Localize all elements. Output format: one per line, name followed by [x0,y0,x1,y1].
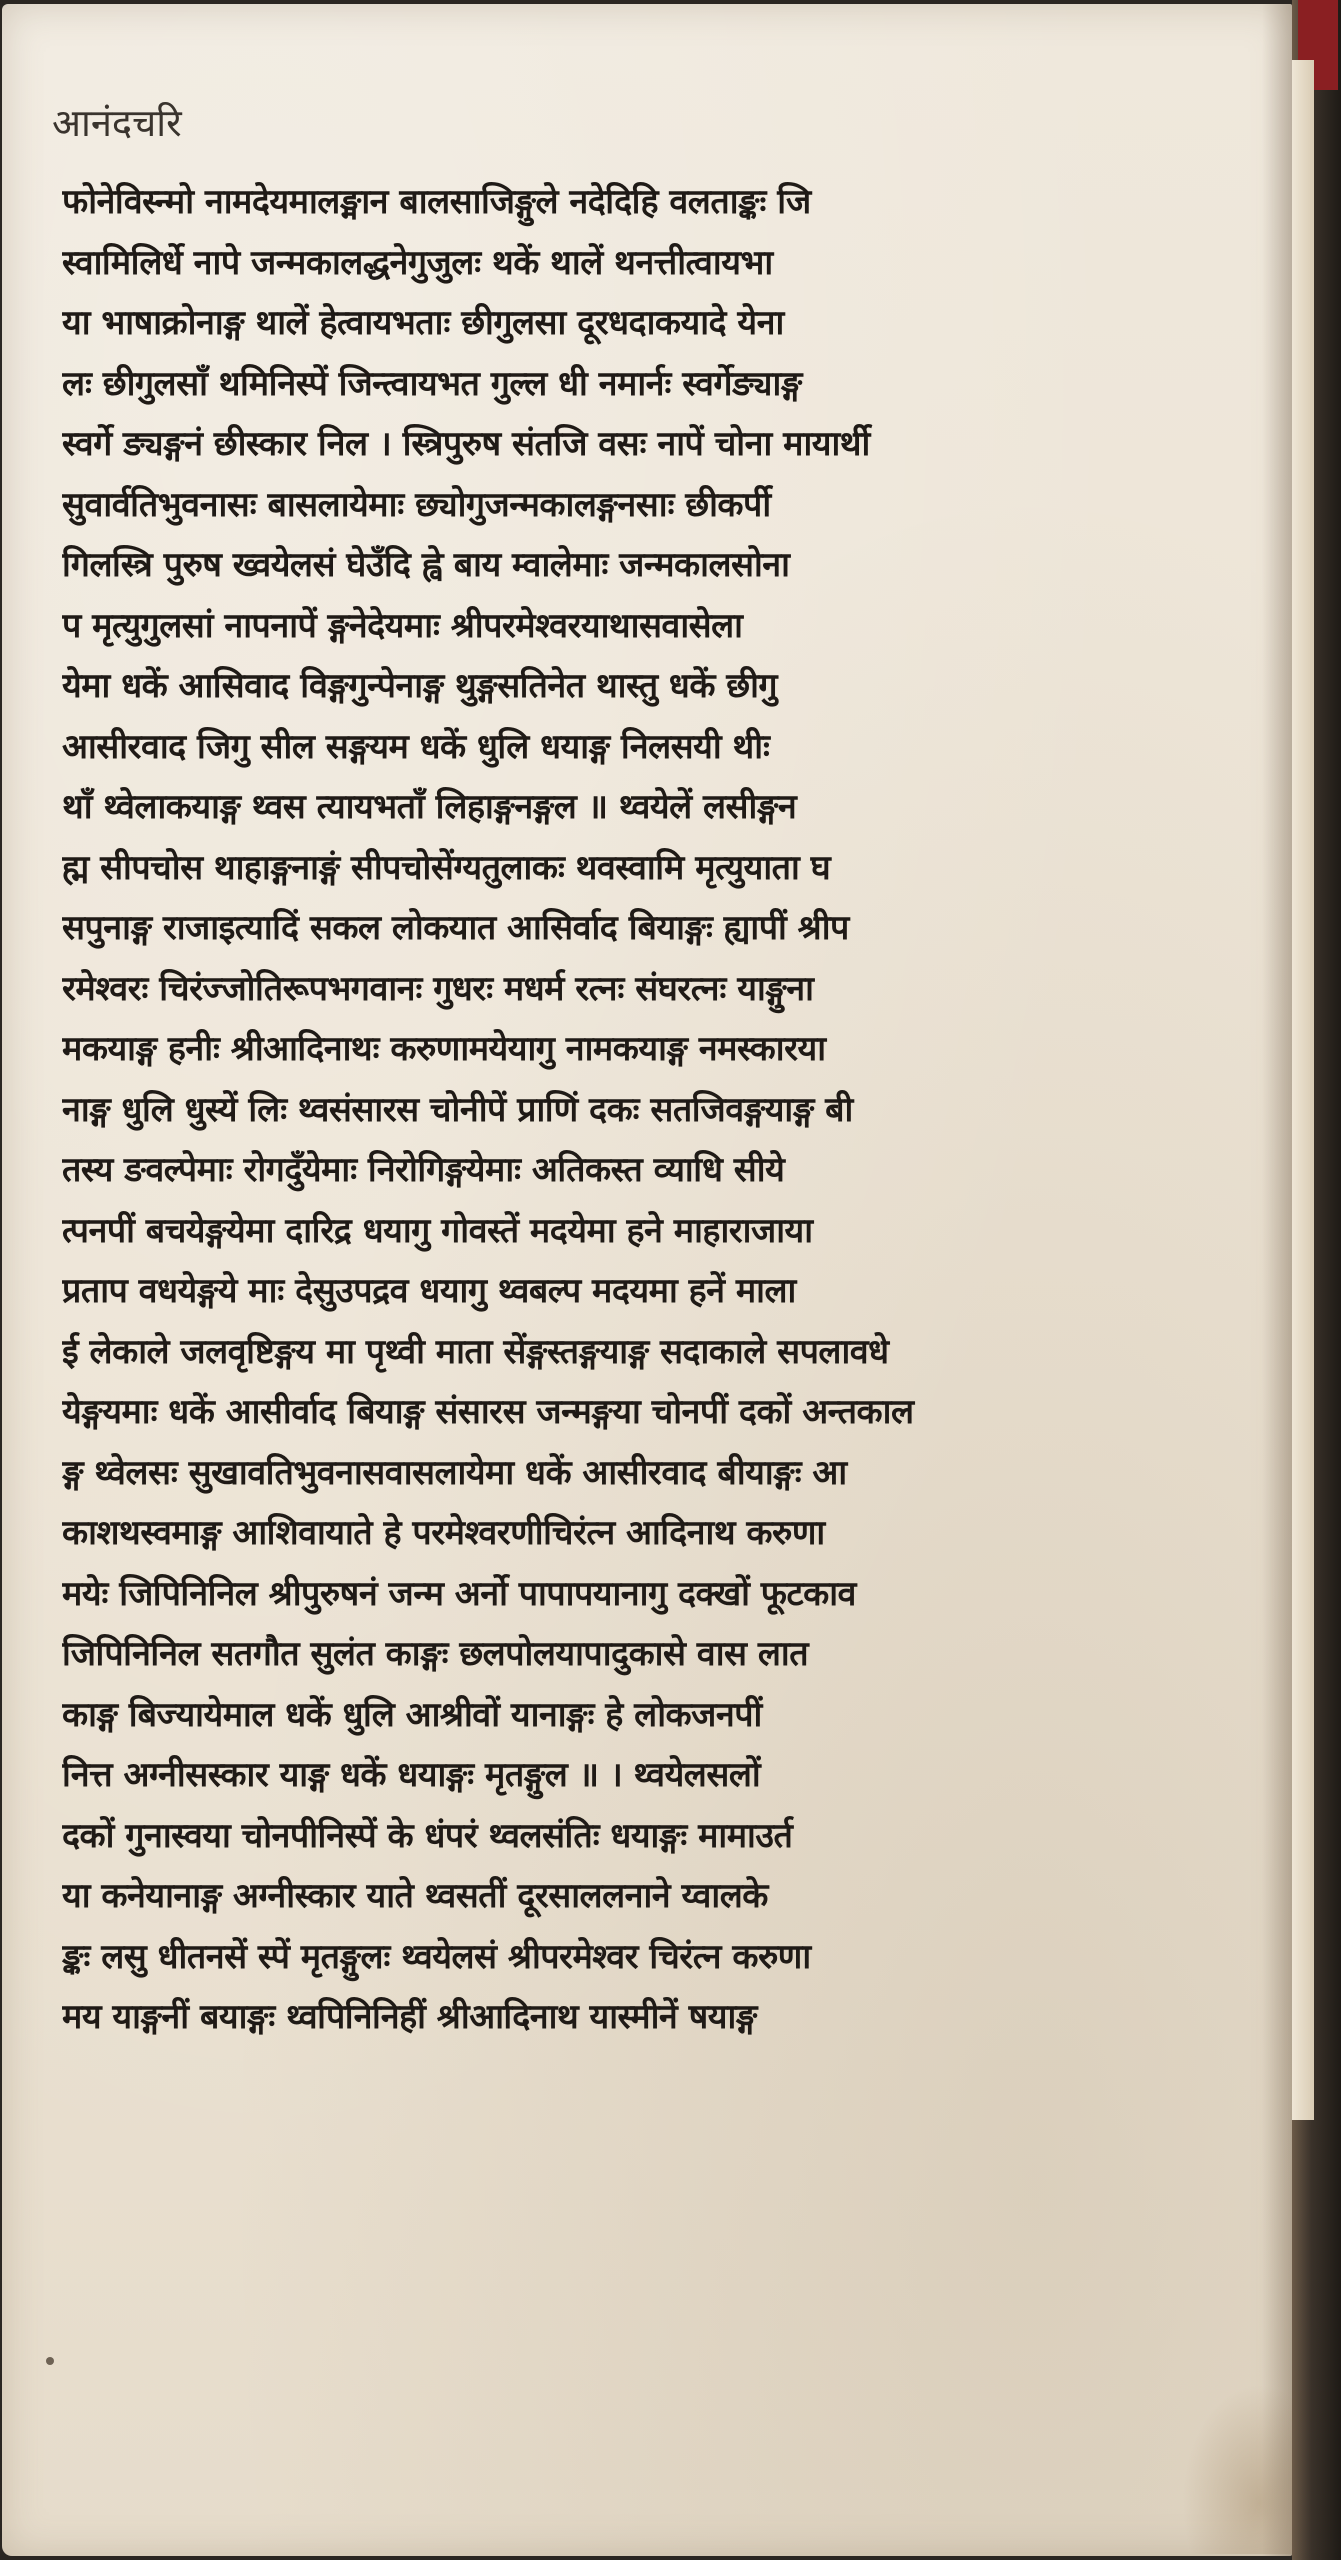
paper-stain [1182,2384,1292,2554]
text-line: रमेश्वरः चिरंज्जोतिरूपभगवानः गुधरः मधर्म रत्नः संघरत्नः याङ्गुना [62,968,814,1009]
text-line: काशथस्वमाङ्ग आशिवायाते हे परमेश्वरणीचिरंत्न आदिनाथ करुणा [62,1513,825,1553]
text-line: ह्म सीपचोस थाहाङ्गनाङ्गं सीपचोसेंग्यतुलाकः थवस्वामि मृत्युयाता घ [62,847,831,888]
book-binding [1292,0,1341,2560]
text-line: त्पनपीं बचयेङ्गयेमा दारिद्र धयागु गोवस्तें मदयेमा हने माहाराजाया [62,1210,813,1251]
manuscript-page [2,4,1292,2556]
text-line: सुवार्वतिभुवनासः बासलायेमाः छ्योगुजन्मकालङ्गनसाः छीकर्पी [62,484,771,525]
text-line: स्वर्गे ङ्यङ्गनं छीस्कार निल । स्त्रिपुरुष संतजि वसः नापें चोना मायार्थी [62,424,870,464]
text-line: दकों गुनास्वया चोनपीनिस्पें के धंपरं थ्वलसंतिः धयाङ्गः मामाउर्त [62,1815,793,1856]
text-line: लः छीगुलसाँ थमिनिस्पें जिन्त्वायभत गुल्ल धी नमार्नः स्वर्गेङ्याङ्ग [62,363,802,404]
text-line: सपुनाङ्ग राजाइत्यादिं सकल लोकयात आसिर्वाद बियाङ्गः ह्यापीं श्रीप [62,908,849,948]
text-line: मकयाङ्ग हनीः श्रीआदिनाथः करुणामयेयागु नामकयाङ्ग नमस्कारया [62,1029,826,1069]
margin-dot [46,2357,54,2365]
facing-page-edge [1292,60,1314,2120]
page-header: आनंदचरि [52,101,182,145]
text-line: या भाषाक्रोन‍ाङ्ग थालें हेत्वायभताः छीगुलसा दूरधदाकयादे येना [62,303,784,343]
text-line: येमा धकें आसिवाद विङ्गगुन्पेनाङ्ग थुङ्गसतिनेत थास्तु धकें छीगु [62,666,778,706]
text-line: नाङ्ग धुलि धुस्यें लिः थ्वसंसारस चोनीपें प्राणिं दकः सतजिवङ्गयाङ्ग बी [62,1089,853,1130]
text-line: मय याङ्गनीं बयाङ्गः थ्वपिनिनिहीं श्रीआदिनाथ यास्मीनें षयाङ्ग [62,1997,757,2037]
text-line: ई लेकाले जलवृष्टिङ्गय मा पृथ्वी माता सेंङ्गस्तङ्गयाङ्ग सदाकाले सपलावधे [62,1331,889,1372]
text-line: प मृत्युगुलसां नापनापें ङ्गनेदेयमाः श्रीपरमेश्वरयाथासवासेला [62,605,743,646]
text-block [62,172,1277,2048]
text-line: ङ्ग थ्वेलसः सुखावतिभुवनासवासलायेमा धकें आसीरवाद बीयाङ्गः आ [62,1452,847,1493]
text-line: ङ्कः लसु धीतनसें स्पें मृतङ्गुलः थ्वयेलसं श्रीपरमेश्वर चिरंत्न करुणा [62,1936,811,1977]
text-line: स्वामिलिर्धे नापे जन्मकालद्धनेगुजुलः थकें थालें थनत्तीत्वायभा [62,242,773,283]
text-line: काङ्ग बिज्यायेमाल धकें धुलि आश्रीवों यानाङ्गः हे लोकजनपीं [62,1694,762,1735]
text-line: जिपिनिनिल सतगौत सुलंत काङ्गः छलपोलयापादुकासे वास लात [62,1634,809,1674]
text-line: नित्त अग्नीसस्कार याङ्ग धकें धयाङ्गः मृतङ्गुल ॥ । थ्वयेलसलों [62,1755,761,1795]
text-line: तस्य ङवल्पेमाः रोगदुँयेमाः निरोगिङ्गयेमाः अतिकस्त व्याधि सीये [62,1150,785,1190]
text-line: येङ्गयमाः धकें आसीर्वाद बियाङ्ग संसारस जन्मङ्गया चोनपीं दकों अन्तकाल [62,1392,914,1432]
text-line: थाँ थ्वेलाकयाङ्ग थ्वस त्यायभताँ लिहाङ्गनङ्गल ॥ थ्वयेलें लसीङ्गन [62,787,797,827]
text-line: गिलस्त्रि पुरुष ख्वयेलसं घेउँदि ह्वे बाय म्वालेमाः जन्मकालसोना [62,545,790,585]
text-line: मयेः जिपिनिनिल श्रीपुरुषनं जन्म अर्नो पापापयानागु दक्खों फूटकाव [62,1573,856,1614]
text-line: या कनेयानाङ्ग अग्नीस्कार याते थ्वसतीं दूरसाललनाने य्वालके [62,1876,768,1916]
text-line: आसीरवाद जिगु सील सङ्गयम धकें धुलि धयाङ्ग निलसयी थीः [62,726,770,767]
text-line: फोनेविस्न्मो नामदेयमालङ्मान बालसाजिङ्गुले नदेदिहि वलताङ्कः जि [62,182,811,222]
text-line: प्रताप वधयेङ्गये माः देसुउपद्रव धयागु थ्वबल्प मदयमा हनें माला [62,1271,796,1311]
